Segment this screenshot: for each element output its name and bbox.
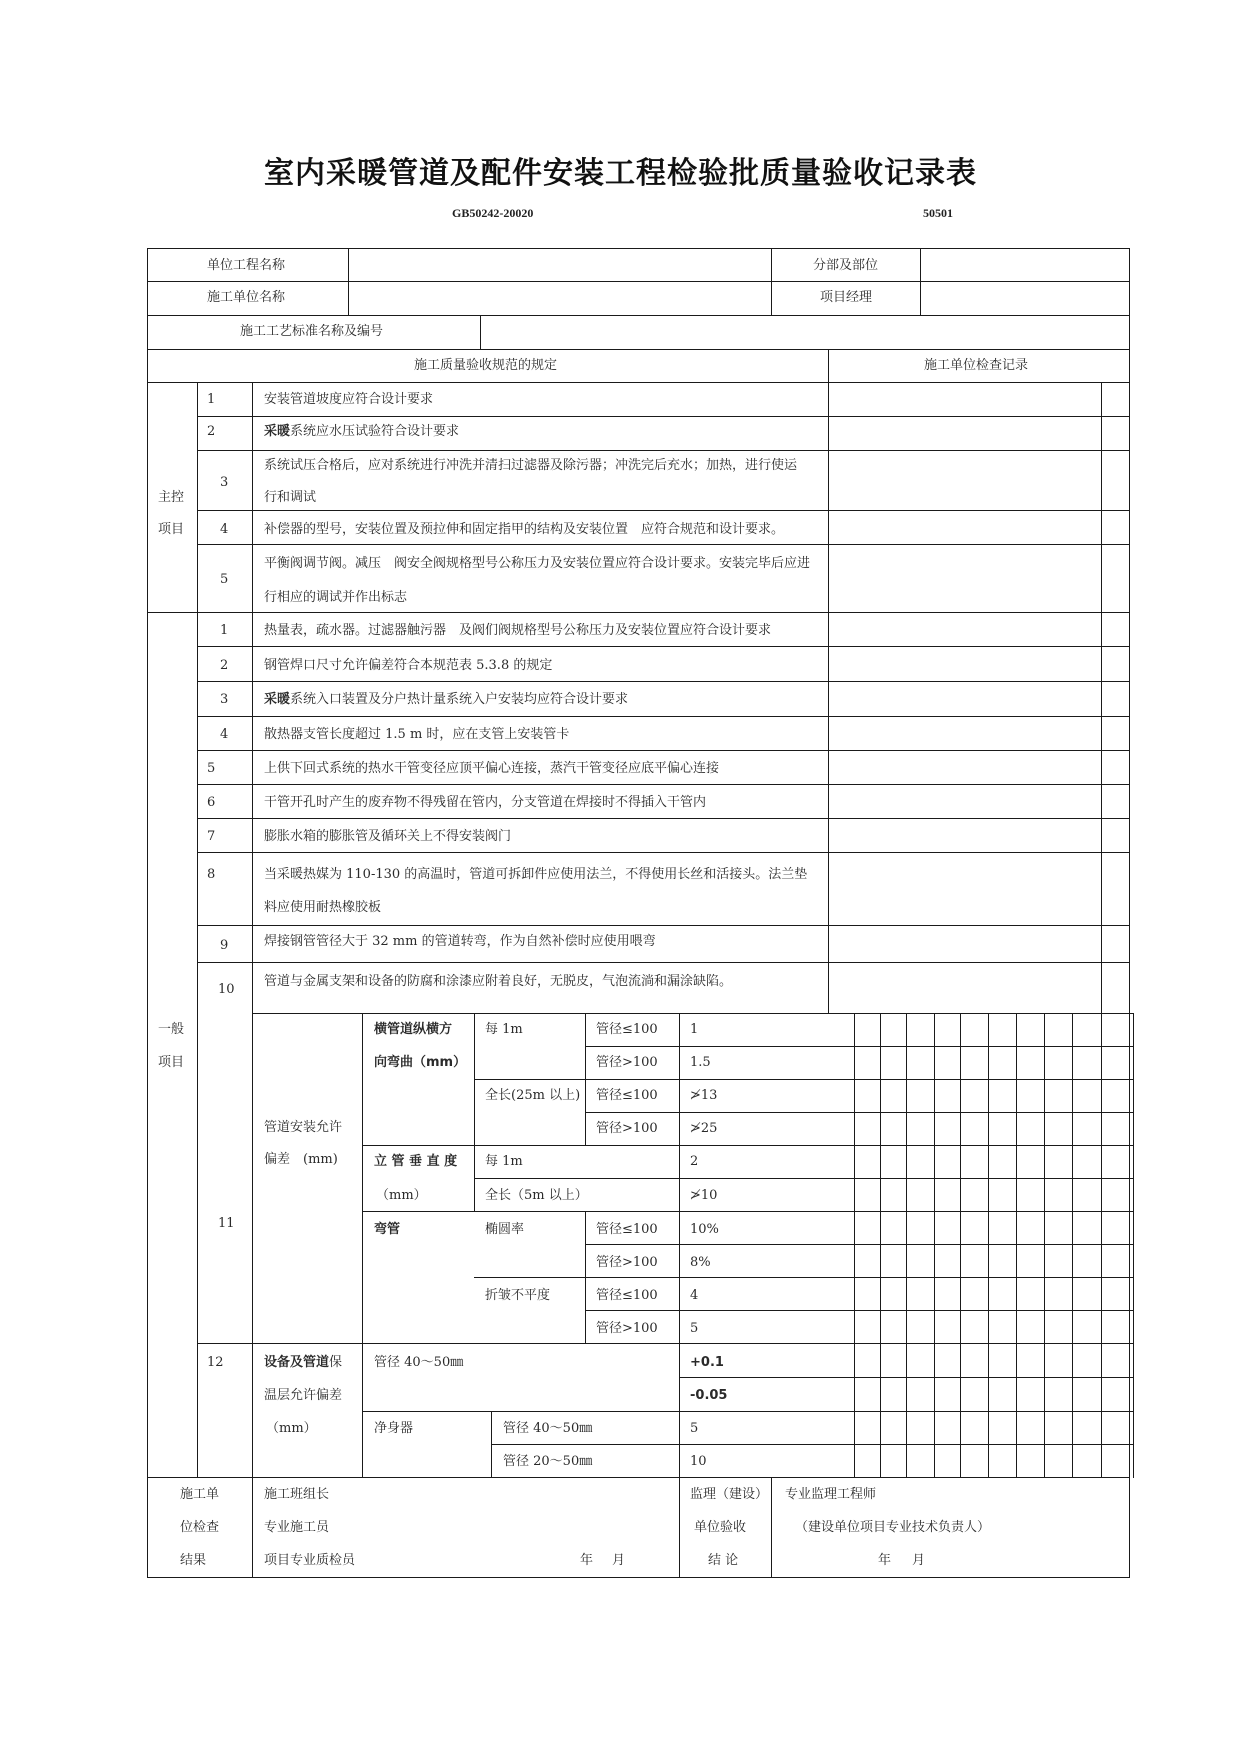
main-item-text: 行和调试 [264,490,317,505]
table-rule [854,1013,855,1478]
table-rule [1101,1013,1102,1478]
table-rule [147,248,1130,249]
team-leader-label: 施工班组长 [264,1487,330,1502]
table-rule [480,315,481,350]
table-rule [197,646,1130,647]
table-rule [585,1112,1134,1113]
general-item-text [264,692,628,708]
division-field[interactable] [922,250,1128,280]
table-rule [197,681,1130,682]
item11-desc: 偏差 (mm) [264,1152,338,1167]
general-item-no: 12 [207,1355,224,1370]
main-item-no: 1 [207,392,216,407]
main-item-text: 行相应的调试并作出标志 [264,590,408,605]
table-rule [880,1013,881,1478]
general-label: 一般 [158,1022,185,1037]
check-header: 施工单位检查记录 [924,358,1029,373]
table-rule [679,1013,680,1478]
diameter-label: 管径≤100 [596,1222,658,1237]
tolerance-value: ≯25 [690,1121,718,1136]
supervisor-label: 单位验收 [694,1520,747,1535]
table-rule [147,281,1130,282]
unit-project-field[interactable] [350,250,770,280]
general-item-no: 10 [218,982,235,997]
main-item-text-rest: 系统应水压试验符合设计要求 [290,424,460,439]
general-item-text: 钢管焊口尺寸允许偏差符合本规范表 5.3.8 的规定 [264,658,553,673]
table-rule [197,716,1130,717]
general-item-no: 1 [220,623,229,638]
main-item-no: 5 [220,572,229,587]
year-label: 年 [580,1553,594,1568]
table-rule [474,1178,1134,1179]
table-rule [197,784,1130,785]
footer-left-label: 施工单 [180,1487,220,1502]
supervisor-label: 监理（建设） [690,1487,769,1502]
year-label: 年 [878,1553,892,1568]
main-item-text: 安装管道坡度应符合设计要求 [264,392,434,407]
full-length-label: 全长(25m 以上) [485,1088,581,1103]
tolerance-value: 4 [690,1288,699,1303]
diameter-label: 管径≤100 [596,1288,658,1303]
horizontal-bend-label-2: 向弯曲（mm） [374,1055,467,1070]
table-rule [771,248,772,316]
table-rule [988,1013,989,1478]
tolerance-value: 5 [690,1421,699,1436]
general-item-text: 管道与金属支架和设备的防腐和涂漆应附着良好，无脱皮，气泡流淌和漏涂缺陷。 [264,974,733,989]
diameter-label: 管径≤100 [596,1088,658,1103]
table-rule [147,612,198,613]
main-control-label-2: 项目 [158,522,185,537]
tolerance-plus: +0.1 [690,1355,724,1370]
table-rule [197,450,1130,451]
manager-label: 项目经理 [820,290,873,305]
general-item-no: 8 [207,867,216,882]
table-rule [906,1013,907,1478]
table-rule [1129,1013,1130,1478]
general-item-no: 11 [218,1216,235,1231]
main-item-no: 4 [220,522,229,537]
table-rule [197,612,1130,613]
table-rule [1129,1477,1130,1578]
tolerance-minus: -0.05 [690,1388,728,1403]
engineer-label: 专业监理工程师 [785,1487,877,1502]
general-item-no: 6 [207,795,216,810]
main-item-no: 2 [207,424,216,439]
month-label: 月 [912,1553,926,1568]
tolerance-value: 5 [690,1321,699,1336]
tolerance-value: 2 [690,1154,699,1169]
process-standard-field[interactable] [482,317,1128,347]
table-rule [197,510,1130,511]
table-rule [197,925,1130,926]
tolerance-value: 10 [690,1454,707,1469]
horizontal-bend-label: 横管道纵横方 [374,1022,453,1037]
spec-header: 施工质量验收规范的规定 [414,358,558,373]
table-rule [197,544,1130,545]
table-rule [1133,1013,1134,1478]
ellipse-label: 椭圆率 [485,1222,525,1237]
vertical-label-2: （mm） [376,1188,427,1203]
table-rule [147,382,1130,383]
table-rule [197,382,198,1478]
per-1m-label: 每 1m [485,1022,523,1037]
table-rule [252,1343,1130,1344]
contractor-field[interactable] [350,283,770,313]
diameter-label: 管径>100 [596,1121,658,1136]
bend-pipe-label: 弯管 [374,1222,401,1237]
footer-left-label: 结果 [180,1553,207,1568]
general-label-2: 项目 [158,1055,185,1070]
unit-project-label: 单位工程名称 [207,258,286,273]
general-item-no: 7 [207,829,216,844]
supervisor-label: 结 论 [708,1553,739,1568]
table-rule [491,1411,492,1478]
general-item-text: 散热器支管长度超过 1.5 m 时，应在支管上安装管卡 [264,727,570,742]
general-item-text: 上供下回式系统的热水干管变径应顶平偏心连接，蒸汽干管变径应底平偏心连接 [264,761,720,776]
diameter-label: 管径 40～50㎜ [374,1355,464,1370]
general-item-text-rest: 系统入口装置及分户热计量系统入户安装均应符合设计要求 [290,692,629,707]
table-rule [771,1477,772,1578]
diameter-label: 管径>100 [596,1255,658,1270]
table-rule [197,416,1130,417]
table-rule [934,1013,935,1478]
tolerance-value: ≯13 [690,1088,718,1103]
general-item-text: 膨胀水箱的膨胀管及循环关上不得安装阀门 [264,829,512,844]
general-item-text: 干管开孔时产生的废弃物不得残留在管内，分支管道在焊接时不得插入干管内 [264,795,707,810]
form-code: 50501 [923,206,953,220]
table-rule [1016,1013,1017,1478]
table-rule [252,1477,253,1578]
table-rule [362,1013,363,1478]
tolerance-value: 8% [690,1255,711,1270]
table-rule [585,1310,1134,1311]
table-rule [1101,382,1102,1014]
full-length-label: 全长（5m 以上） [485,1188,588,1203]
table-rule [585,1244,1134,1245]
manager-field[interactable] [922,283,1128,313]
division-label: 分部及部位 [813,258,879,273]
table-rule [252,382,253,1478]
table-rule [362,1211,1134,1212]
contractor-label: 施工单位名称 [207,290,286,305]
insulation-label-3: （mm） [266,1421,317,1436]
main-item-text: 系统试压合格后，应对系统进行冲洗并清扫过滤器及除污器；冲洗完后充水；加热，进行使运 [264,458,798,473]
general-item-text: 当采暖热媒为 110-130 的高温时，管道可拆卸件应使用法兰，不得使用长丝和活接头。法兰垫 [264,867,808,882]
general-item-no: 9 [220,938,229,953]
tolerance-value: 1.5 [690,1055,711,1070]
footer-left-label: 位检查 [180,1520,220,1535]
table-rule [197,852,1130,853]
tolerance-value: 10% [690,1222,719,1237]
table-rule [197,962,1130,963]
general-item-no: 5 [207,761,216,776]
table-rule [679,1377,1134,1378]
vertical-label: 立 管 垂 直 度 [374,1154,458,1169]
qc-label: 项目专业质检员 [264,1553,356,1568]
table-rule [679,1477,680,1578]
main-item-no: 3 [220,475,229,490]
table-rule [147,1477,1130,1478]
table-rule [362,1145,1134,1146]
general-item-no: 4 [220,727,229,742]
table-rule [252,1013,1134,1014]
table-rule [147,315,1130,316]
item11-desc: 管道安装允许 [264,1120,343,1135]
worker-label: 专业施工员 [264,1520,330,1535]
page-title: 室内采暖管道及配件安装工程检验批质量验收记录表 [264,156,977,191]
diameter-label: 管径 40～50㎜ [503,1421,593,1436]
bold-term: 设备及管道 [264,1355,330,1370]
table-rule [474,1013,475,1212]
main-item-text [264,424,459,440]
diameter-label: 管径>100 [596,1055,658,1070]
diameter-label: 管径≤100 [596,1022,658,1037]
bold-term: 采暖 [264,424,291,439]
table-rule [585,1046,1134,1047]
table-rule [491,1444,1134,1445]
general-item-no: 2 [220,658,229,673]
general-item-text: 热量表，疏水器。过滤器触污器 及阀们阀规格型号公称压力及安装位置应符合设计要求 [264,623,772,638]
table-rule [474,1277,1134,1278]
main-control-label: 主控 [158,490,185,505]
diameter-label: 管径>100 [596,1321,658,1336]
general-item-text: 料应使用耐热橡胶板 [264,900,382,915]
table-rule [1044,1013,1045,1478]
process-standard-label: 施工工艺标准名称及编号 [240,324,384,339]
insulation-label-2: 温层允许偏差 [264,1388,343,1403]
table-rule [147,248,148,1578]
per-1m-label: 每 1m [485,1154,523,1169]
insulation-label-rest: 保 [329,1355,343,1370]
table-rule [197,818,1130,819]
table-rule [1072,1013,1073,1478]
main-item-text: 平衡阀调节阀。减压 阀安全阀规格型号公称压力及安装位置应符合设计要求。安装完毕后应进 [264,556,811,571]
tolerance-value: 1 [690,1022,699,1037]
month-label: 月 [612,1553,626,1568]
table-rule [474,1079,1134,1080]
table-rule [348,248,349,316]
table-rule [960,1013,961,1478]
table-rule [147,349,1130,350]
general-item-no: 3 [220,692,229,707]
main-item-text: 补偿器的型号，安装位置及预拉伸和固定指甲的结构及安装位置 应符合规范和设计要求。 [264,522,785,537]
table-rule [197,750,1130,751]
table-rule [920,248,921,316]
tolerance-value: ≯10 [690,1188,718,1203]
clean-label: 净身器 [374,1421,414,1436]
table-rule [362,1411,1134,1412]
standard-code: GB50242-20020 [452,206,534,220]
diameter-label: 管径 20～50㎜ [503,1454,593,1469]
table-rule [147,1577,1130,1578]
bold-term: 采暖 [264,692,291,707]
wrinkle-label: 折皱不平度 [485,1288,551,1303]
owner-label: （建设单位项目专业技术负责人） [795,1520,991,1535]
general-item-text: 焊接钢管管径大于 32 mm 的管道转弯，作为自然补偿时应使用喂弯 [264,934,656,949]
insulation-label [264,1355,342,1371]
